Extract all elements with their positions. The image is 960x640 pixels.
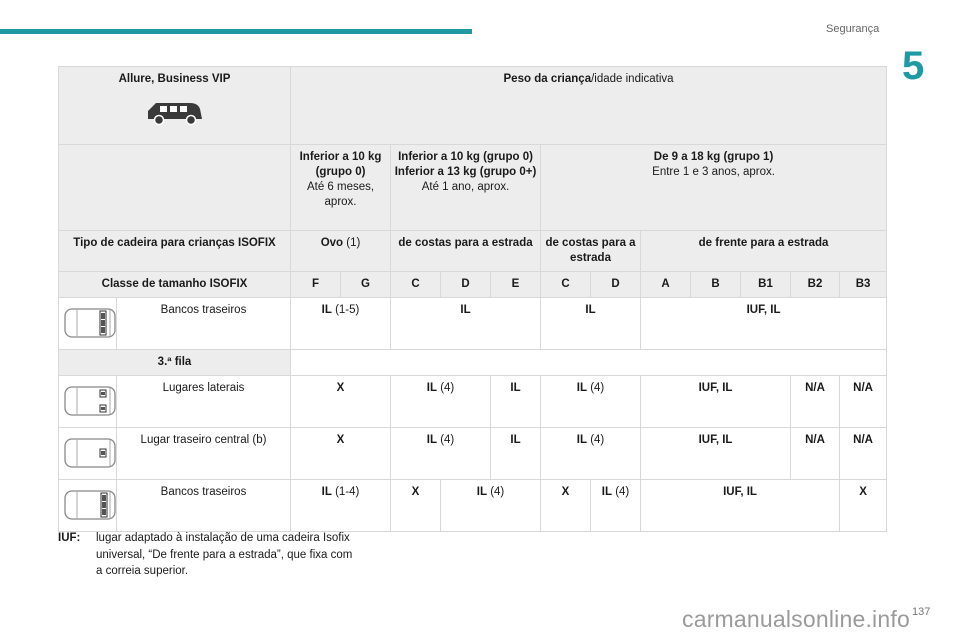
ab-b1-cell: IUF, IL: [641, 375, 791, 427]
d2-note: (4): [612, 485, 630, 498]
d2-cell: [591, 479, 641, 531]
fg-value: IL: [321, 303, 332, 316]
c-value: IL: [426, 433, 437, 446]
group-0plus-weight-2: Inferior a 13 kg (grupo 0+): [394, 165, 537, 178]
fg-cell: X: [291, 427, 391, 479]
size-class-row: [59, 271, 887, 297]
group-0plus-age: Até 1 ano, aprox.: [421, 180, 510, 193]
forward-cell: IUF, IL: [641, 297, 887, 349]
row-rear-seats-3rd: [59, 479, 887, 531]
cd-cell: IL: [541, 297, 641, 349]
row-centre-seat: [59, 427, 887, 479]
row-side-seats: [59, 375, 887, 427]
size-class-cell: B1: [741, 271, 791, 297]
size-class-cell: A: [641, 271, 691, 297]
group-0plus-weight-1: Inferior a 10 kg (grupo 0): [398, 151, 533, 163]
car-topview-third-bench-icon: [62, 487, 118, 523]
de-value: IL: [476, 485, 487, 498]
seat-type-rear-facing-1: de costas para a estrada: [391, 231, 541, 272]
c-cell: [391, 375, 491, 427]
row-third-row-header: [59, 349, 887, 375]
group-0-name: (grupo 0): [315, 165, 366, 178]
car-diagram-cell: [59, 375, 117, 427]
cd-cell: [541, 427, 641, 479]
size-class-cell: G: [341, 271, 391, 297]
row-label: Bancos traseiros: [117, 297, 291, 349]
car-diagram-cell: [59, 427, 117, 479]
car-topview-rear-bench-icon: [62, 305, 118, 341]
size-class-cell: F: [291, 271, 341, 297]
size-class-cell: C: [541, 271, 591, 297]
groups-empty-cell: [59, 145, 291, 231]
row-label: Lugar traseiro central (b): [117, 427, 291, 479]
b3-cell: N/A: [840, 427, 887, 479]
size-class-cell: B3: [840, 271, 887, 297]
cde-cell: IL: [391, 297, 541, 349]
de-cell: IL: [491, 375, 541, 427]
c-cell: X: [391, 479, 441, 531]
group-1-title: De 9 a 18 kg (grupo 1): [653, 151, 774, 163]
group-0plus-cell: [391, 145, 541, 231]
group-1-cell: [541, 145, 887, 231]
group-0-age: Até 6 meses, aprox.: [306, 180, 375, 208]
de-cell: IL: [491, 427, 541, 479]
ovo-note: (1): [343, 237, 361, 249]
footnote: [58, 530, 358, 580]
weight-title-cell: [291, 67, 887, 145]
cd-note: (4): [587, 433, 605, 446]
size-class-cell: B: [691, 271, 741, 297]
size-class-cell: C: [391, 271, 441, 297]
c2-cell: X: [541, 479, 591, 531]
page-number: 137: [912, 606, 931, 618]
cd-note: (4): [587, 381, 605, 394]
seat-type-row: [59, 231, 887, 272]
minivan-icon: [144, 97, 206, 127]
b2-cell: N/A: [791, 427, 840, 479]
third-row-empty: [291, 349, 887, 375]
weight-title-bold: Peso da criança: [503, 73, 592, 85]
footnote-text: lugar adaptado à instalação de uma cadeira Isofix universal, “De frente para a estrada”, que fixa com a correia superior.: [96, 532, 353, 578]
group-0-weight: Inferior a 10 kg: [299, 151, 382, 163]
chapter-number: 5: [902, 44, 925, 88]
de-cell: [441, 479, 541, 531]
car-diagram-cell: [59, 297, 117, 349]
seat-type-ovo: [291, 231, 391, 272]
seat-type-label: Tipo de cadeira para crianças ISOFIX: [59, 231, 291, 272]
row-label: Bancos traseiros: [117, 479, 291, 531]
section-title: Segurança: [826, 23, 880, 35]
size-class-cell: E: [491, 271, 541, 297]
third-row-label: 3.ª fila: [59, 349, 291, 375]
fg-cell: [291, 479, 391, 531]
size-class-cell: B2: [791, 271, 840, 297]
de-note: (4): [487, 485, 505, 498]
watermark: carmanualsonline.info: [682, 606, 910, 632]
size-class-label: Classe de tamanho ISOFIX: [59, 271, 291, 297]
c-value: IL: [426, 381, 437, 394]
footnote-term: IUF:: [58, 532, 81, 544]
title-row: [59, 67, 887, 145]
weight-title-rest: /idade indicativa: [591, 73, 674, 85]
size-class-cell: D: [441, 271, 491, 297]
d2-value: IL: [601, 485, 612, 498]
cd-value: IL: [576, 433, 587, 446]
car-topview-side-seats-icon: [62, 383, 118, 419]
ab-b1-cell: IUF, IL: [641, 427, 791, 479]
row-rear-seats-2nd: [59, 297, 887, 349]
models-cell: [59, 67, 291, 145]
fg-note: (1-4): [331, 485, 360, 498]
forward-main-cell: IUF, IL: [641, 479, 840, 531]
header-accent-bar: [0, 29, 472, 34]
fg-cell: X: [291, 375, 391, 427]
c-cell: [391, 427, 491, 479]
cd-value: IL: [576, 381, 587, 394]
b3-cell: X: [840, 479, 887, 531]
groups-row: [59, 145, 887, 231]
models-label: Allure, Business VIP: [118, 73, 231, 85]
c-note: (4): [437, 433, 455, 446]
fg-value: IL: [321, 485, 332, 498]
ovo-label: Ovo: [320, 237, 344, 249]
isofix-table: [58, 66, 887, 532]
size-class-cell: D: [591, 271, 641, 297]
b2-cell: N/A: [791, 375, 840, 427]
seat-type-rear-facing-2: de costas para a estrada: [541, 231, 641, 272]
car-topview-centre-seat-icon: [62, 435, 118, 471]
car-diagram-cell: [59, 479, 117, 531]
b3-cell: N/A: [840, 375, 887, 427]
group-1-age: Entre 1 e 3 anos, aprox.: [652, 165, 775, 178]
seat-type-forward-facing: de frente para a estrada: [641, 231, 887, 272]
row-label: Lugares laterais: [117, 375, 291, 427]
c-note: (4): [437, 381, 455, 394]
fg-note: (1-5): [331, 303, 360, 316]
fg-cell: [291, 297, 391, 349]
cd-cell: [541, 375, 641, 427]
group-0-cell: [291, 145, 391, 231]
